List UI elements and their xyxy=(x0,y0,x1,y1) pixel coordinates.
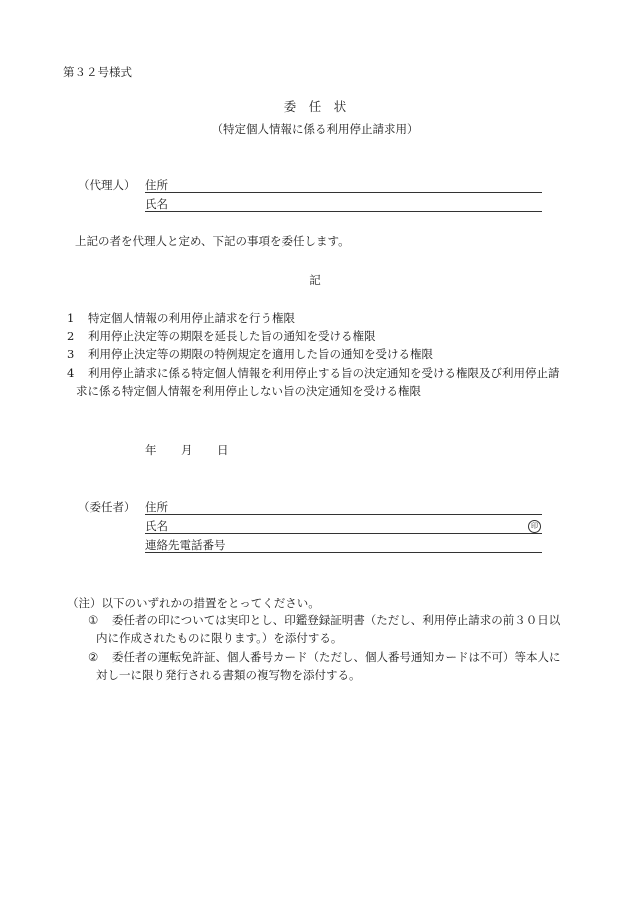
note-item xyxy=(88,652,561,664)
item-number: 3 xyxy=(67,347,75,361)
delegator-name-label: 氏名 xyxy=(145,518,168,533)
item-text: 利用停止決定等の期限の特例規定を適用した旨の通知を受ける権限 xyxy=(88,347,433,361)
agent-address-label: 住所 xyxy=(145,177,168,192)
list-item xyxy=(67,313,295,325)
delegation-statement: 上記の者を代理人と定め、下記の事項を委任します。 xyxy=(75,234,350,248)
delegator-name-field[interactable] xyxy=(145,519,542,534)
note-marker: ② xyxy=(88,650,99,664)
notes-heading: （注）以下のいずれかの措置をとってください。 xyxy=(67,596,320,610)
form-number: 第３２号様式 xyxy=(63,65,132,79)
seal-mark: 印 xyxy=(528,520,541,533)
list-item xyxy=(67,368,560,380)
agent-role-label: （代理人） xyxy=(78,178,136,192)
date-day-label: 日 xyxy=(217,443,229,457)
note-line: 委任者の運転免許証、個人番号カード（ただし、個人番号通知カードは不可）等本人に xyxy=(112,650,561,664)
item-text: 特定個人情報の利用停止請求を行う権限 xyxy=(88,311,295,325)
note-line: 委任者の印については実印とし、印鑑登録証明書（ただし、利用停止請求の前３０日以 xyxy=(112,613,561,627)
document-title: 委 任 状 xyxy=(283,99,347,114)
note-item xyxy=(88,615,560,627)
agent-name-field[interactable] xyxy=(145,197,542,212)
note-line-continuation: 内に作成されたものに限ります。）を添付する。 xyxy=(96,631,343,645)
list-item xyxy=(67,349,433,361)
agent-address-field[interactable] xyxy=(145,178,542,193)
delegator-phone-label: 連絡先電話番号 xyxy=(145,537,226,552)
delegator-address-label: 住所 xyxy=(145,499,168,514)
date-month-label: 月 xyxy=(181,443,193,457)
date-year-label: 年 xyxy=(145,443,157,457)
item-text: 利用停止請求に係る特定個人情報を利用停止する旨の決定通知を受ける権限及び利用停止請 xyxy=(88,366,560,380)
note-line-continuation: 対し一に限り発行される書類の複写物を添付する。 xyxy=(96,668,361,682)
item-number: 1 xyxy=(67,311,75,325)
note-marker: ① xyxy=(88,613,99,627)
item-number: 4 xyxy=(67,366,75,380)
delegator-phone-field[interactable] xyxy=(145,538,542,553)
delegator-role-label: （委任者） xyxy=(78,500,136,514)
list-item-continuation: 求に係る特定個人情報を利用停止しない旨の決定通知を受ける権限 xyxy=(76,384,421,398)
item-text: 利用停止決定等の期限を延長した旨の通知を受ける権限 xyxy=(88,329,376,343)
agent-name-label: 氏名 xyxy=(145,196,168,211)
list-item xyxy=(67,331,376,343)
item-number: 2 xyxy=(67,329,75,343)
ki-heading: 記 xyxy=(309,273,321,287)
delegator-address-field[interactable] xyxy=(145,500,542,515)
date-line xyxy=(145,445,229,457)
document-subtitle: （特定個人情報に係る利用停止請求用） xyxy=(211,122,419,136)
